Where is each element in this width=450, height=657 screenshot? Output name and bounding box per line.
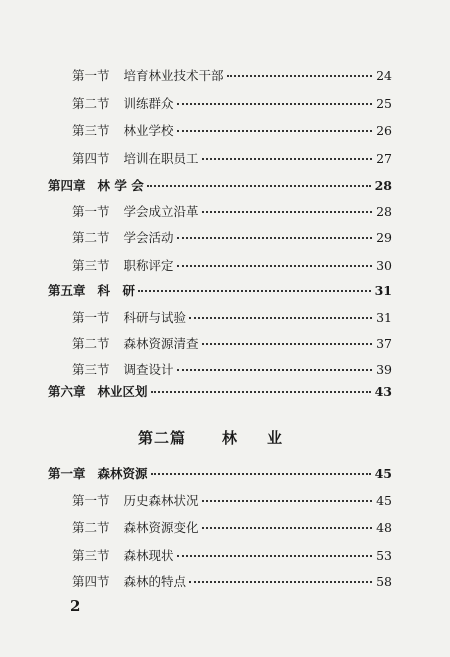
dot-leader — [151, 391, 371, 393]
toc-entry-number: 第一节 — [72, 310, 110, 325]
toc-entry-page: 31 — [376, 310, 392, 325]
toc-section-entry — [72, 123, 392, 139]
dot-leader — [151, 473, 371, 475]
toc-entry-title: 森林资源 — [97, 466, 148, 481]
toc-entry-title: 科 研 — [97, 283, 136, 298]
toc-section-entry — [72, 68, 392, 84]
toc-entry-number: 第六章 — [48, 384, 86, 399]
dot-leader — [189, 581, 372, 583]
toc-entry-title: 历史森林状况 — [123, 493, 199, 508]
toc-entry-page: 45 — [376, 493, 392, 508]
dot-leader — [202, 158, 373, 160]
dot-leader — [189, 317, 372, 319]
toc-entry-title: 森林资源清查 — [123, 336, 199, 351]
toc-entry-page: 24 — [376, 68, 392, 83]
dot-leader — [147, 185, 371, 187]
dot-leader — [177, 555, 373, 557]
toc-entry-page: 45 — [374, 466, 392, 481]
dot-leader — [138, 290, 371, 292]
dot-leader — [177, 265, 373, 267]
toc-entry-title: 训练群众 — [123, 96, 174, 111]
toc-chapter-entry — [48, 178, 392, 194]
dot-leader — [177, 103, 373, 105]
toc-entry-page: 53 — [376, 548, 392, 563]
toc-entry-title: 森林现状 — [123, 548, 174, 563]
toc-entry-page: 48 — [376, 520, 392, 535]
toc-section-entry — [72, 574, 392, 590]
toc-entry-number: 第五章 — [48, 283, 86, 298]
toc-section-entry — [72, 310, 392, 326]
toc-section-entry — [72, 151, 392, 167]
toc-entry-page: 28 — [376, 204, 392, 219]
toc-chapter-entry — [48, 384, 392, 400]
toc-entry-title: 林业区划 — [97, 384, 148, 399]
toc-entry-page: 29 — [376, 230, 392, 245]
page-number: 2 — [70, 597, 81, 615]
toc-entry-page: 26 — [376, 123, 392, 138]
part-name: 林业 — [222, 429, 313, 447]
toc-entry-number: 第二节 — [72, 96, 110, 111]
toc-section-entry — [72, 230, 392, 246]
toc-entry-number: 第四节 — [72, 151, 110, 166]
toc-entry-title: 林业学校 — [123, 123, 174, 138]
toc-entry-page: 27 — [376, 151, 392, 166]
toc-entry-number: 第一章 — [48, 466, 86, 481]
toc-entry-number: 第三节 — [72, 258, 110, 273]
toc-entry-number: 第一节 — [72, 68, 110, 83]
toc-section-entry — [72, 96, 392, 112]
toc-entry-page: 25 — [376, 96, 392, 111]
toc-entry-number: 第二节 — [72, 336, 110, 351]
dot-leader — [177, 237, 373, 239]
dot-leader — [177, 130, 373, 132]
toc-entry-title: 学会活动 — [123, 230, 174, 245]
toc-entry-number: 第三节 — [72, 548, 110, 563]
toc-entry-page: 43 — [374, 384, 392, 399]
toc-entry-page: 31 — [374, 283, 392, 298]
toc-entry-title: 职称评定 — [123, 258, 174, 273]
toc-section-entry — [72, 493, 392, 509]
toc-entry-number: 第三节 — [72, 123, 110, 138]
toc-entry-number: 第四章 — [48, 178, 86, 193]
toc-entry-page: 58 — [376, 574, 392, 589]
dot-leader — [177, 369, 373, 371]
toc-entry-number: 第四节 — [72, 574, 110, 589]
toc-entry-title: 培训在职员工 — [123, 151, 199, 166]
dot-leader — [202, 500, 373, 502]
toc-entry-number: 第二节 — [72, 230, 110, 245]
part-number: 第二篇 — [137, 429, 186, 447]
toc-entry-number: 第三节 — [72, 362, 110, 377]
toc-entry-page: 28 — [374, 178, 392, 193]
toc-entry-title: 林 学 会 — [97, 178, 144, 193]
toc-entry-page: 37 — [376, 336, 392, 351]
dot-leader — [227, 75, 373, 77]
toc-chapter-entry — [48, 466, 392, 482]
toc-section-entry — [72, 204, 392, 220]
dot-leader — [202, 343, 373, 345]
toc-section-entry — [72, 548, 392, 564]
dot-leader — [202, 527, 373, 529]
dot-leader — [202, 211, 373, 213]
toc-entry-title: 森林资源变化 — [123, 520, 199, 535]
toc-entry-title: 培育林业技术干部 — [123, 68, 224, 83]
toc-entry-number: 第一节 — [72, 204, 110, 219]
toc-section-entry — [72, 336, 392, 352]
toc-entry-number: 第二节 — [72, 520, 110, 535]
toc-entry-page: 39 — [376, 362, 392, 377]
toc-section-entry — [72, 362, 392, 378]
toc-entry-page: 30 — [376, 258, 392, 273]
toc-entry-title: 调查设计 — [123, 362, 174, 377]
toc-section-entry — [72, 258, 392, 274]
toc-entry-number: 第一节 — [72, 493, 110, 508]
toc-chapter-entry — [48, 283, 392, 299]
toc-entry-title: 森林的特点 — [123, 574, 187, 589]
toc-section-entry — [72, 520, 392, 536]
toc-entry-title: 科研与试验 — [123, 310, 187, 325]
part-heading — [0, 427, 450, 448]
toc-entry-title: 学会成立沿革 — [123, 204, 199, 219]
